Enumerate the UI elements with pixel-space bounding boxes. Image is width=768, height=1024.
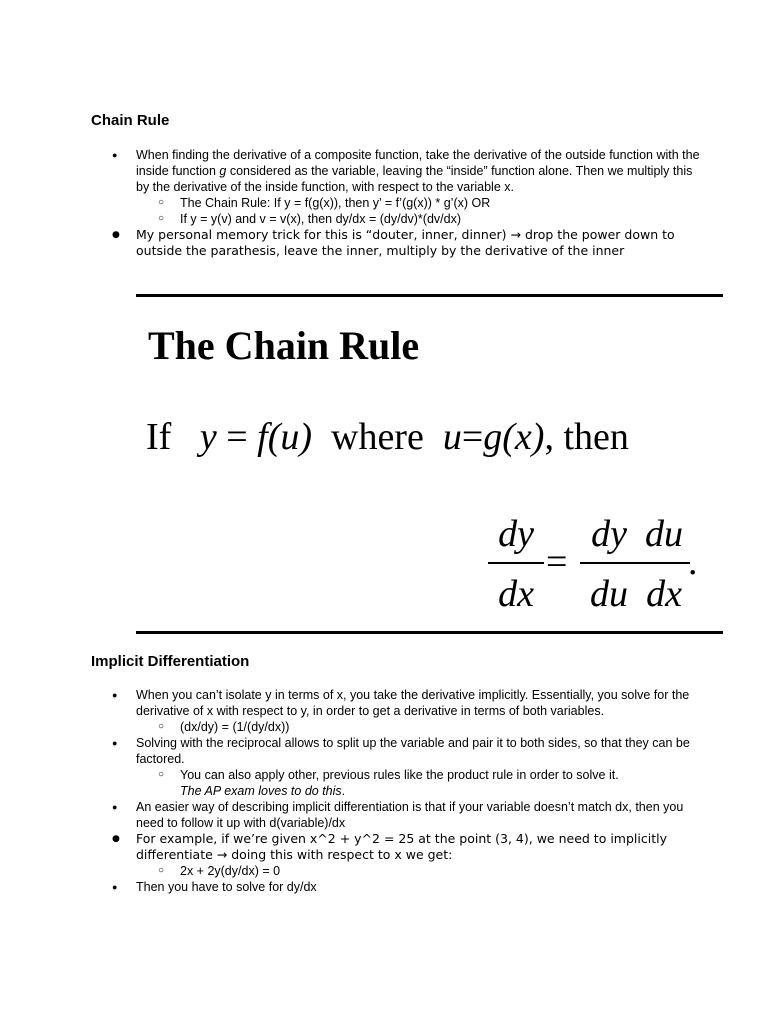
sub-list-item: ○ (dx/dy) = (1/(dy/dx)) (158, 719, 702, 735)
sub-text: You can also apply other, previous rules like the product rule in order to solve it. (180, 768, 619, 782)
x-arg: (x) (502, 416, 545, 458)
divider-top (136, 294, 723, 297)
g-func: g (483, 416, 503, 458)
figure-title: The Chain Rule (148, 323, 420, 368)
figure-formula-line (146, 415, 629, 459)
u-arg: (u) (267, 416, 312, 458)
if-word: If (146, 416, 172, 458)
sub-list (136, 863, 702, 879)
implicit-list (112, 687, 702, 895)
equals-sign-2: = (461, 416, 484, 458)
sub-list-item: ○ If y = y(v) and v = v(x), then dy/dx = (dy/dv)*(dv/dx) (158, 211, 702, 227)
implicit-heading: Implicit Differentiation (91, 653, 250, 670)
list-item (112, 831, 702, 879)
sub-list-item: ○ 2x + 2y(dy/dx) = 0 (158, 863, 702, 879)
denominator: du (590, 573, 628, 615)
bullet-text-rest: considered as the variable, leaving the “inside” function alone. Then we multiply this by the derivative of the inside function, with respect to the variable x. (136, 164, 693, 194)
divider-bottom (136, 631, 723, 634)
numerator: dy (591, 513, 627, 555)
bullet-text: When finding the derivative of a composite function, take the derivative of the outside function with the inside function (136, 148, 700, 178)
bullet-text: For example, if we’re given x^2 + y^2 = 25 at the point (3, 4), we need to implicitly differentiate → doing this with respect to x we get: (136, 831, 667, 862)
numerator: dy (498, 513, 534, 555)
chain-rule-list (112, 147, 702, 259)
list-item: ● Then you have to solve for dy/dx (112, 879, 702, 895)
where-word: where (331, 416, 424, 458)
sub-text-italic: The AP exam loves to do this (180, 784, 342, 798)
denominator: dx (498, 573, 534, 615)
equals-sign: = (226, 416, 248, 458)
sub-list (136, 719, 702, 735)
sub-list (136, 767, 702, 799)
u-var: u (442, 416, 462, 458)
bullet-text: Solving with the reciprocal allows to split up the variable and pair it to both sides, so that they can be factored. (136, 736, 690, 766)
bullet-text: When you can’t isolate y in terms of x, you take the derivative implicitly. Essentially, you solve for the derivative of x with respect to y, in order to get a derivative in terms of both variables. (136, 688, 690, 718)
list-item (112, 735, 702, 799)
f-func: f (257, 416, 268, 458)
period: . (688, 541, 698, 583)
y-var: y (199, 416, 217, 458)
sub-text-end: . (341, 784, 346, 798)
sub-list-item (158, 767, 702, 799)
fraction-dy-du (580, 512, 638, 616)
fraction-dy-dx (488, 512, 544, 616)
equals-sign-3: = (546, 541, 568, 583)
fraction-bar (638, 562, 690, 564)
list-item (112, 147, 702, 227)
fraction-bar (580, 562, 638, 564)
sub-list (136, 195, 702, 227)
chain-rule-figure (136, 300, 723, 630)
list-item: ● My personal memory trick for this is “douter, inner, dinner) → drop the power down to outside the parathesis, leave the inner, multiply by the derivative of the inner (112, 227, 702, 259)
bullet-text-italic: g (219, 164, 227, 178)
list-item: ● An easier way of describing implicit differentiation is that if your variable doesn’t match dx, then you need to follow it up with d(variable)/dx (112, 799, 702, 831)
then-word: , then (544, 416, 629, 458)
fraction-du-dx (638, 512, 690, 616)
chain-rule-heading: Chain Rule (91, 112, 170, 129)
list-item (112, 687, 702, 735)
denominator: dx (646, 573, 682, 615)
fraction-bar (488, 562, 544, 564)
sub-list-item: ○ The Chain Rule: If y = f(g(x)), then y’ = f’(g(x)) * g’(x) OR (158, 195, 702, 211)
numerator: du (645, 513, 683, 555)
